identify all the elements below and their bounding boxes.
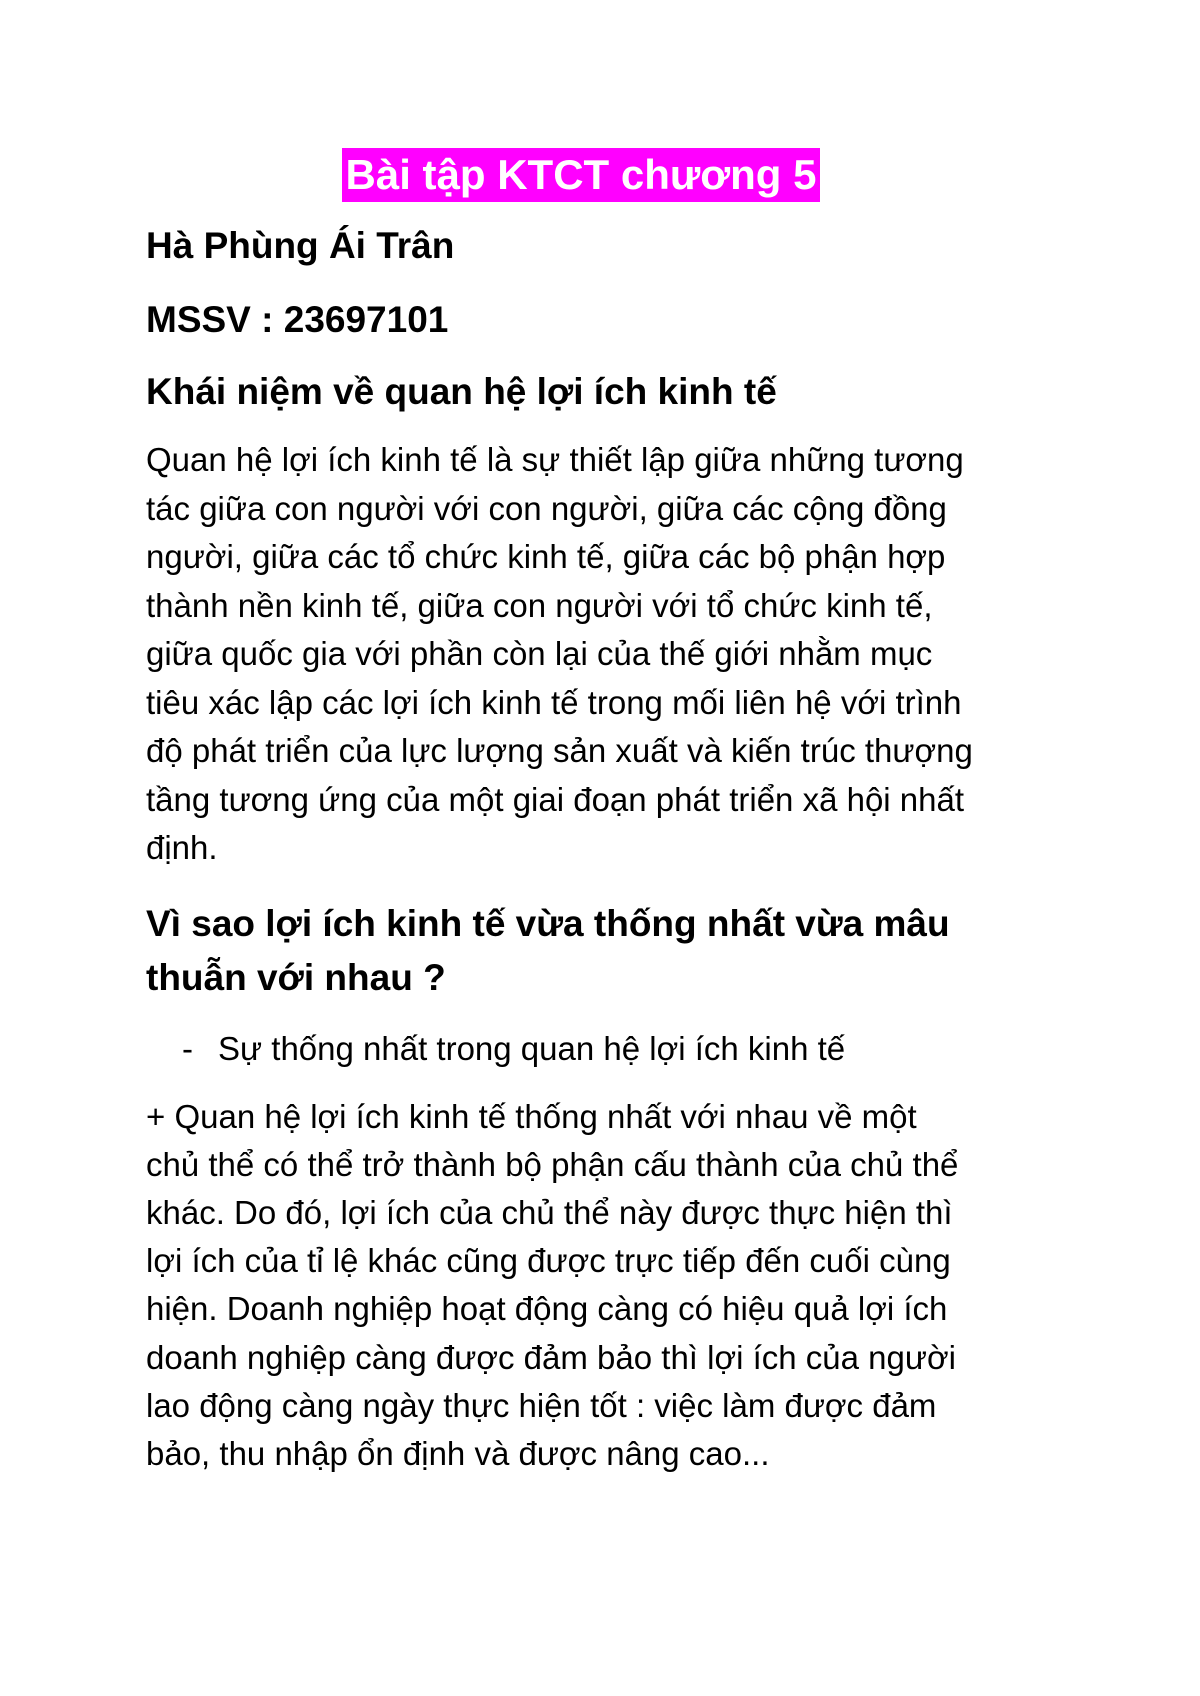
bullet-marker: - [182,1029,193,1067]
student-id: MSSV : 23697101 [146,299,449,340]
title-container [116,148,1046,204]
document-title: Bài tập KTCT chương 5 [342,148,821,202]
section1-paragraph: Quan hệ lợi ích kinh tế là sự thiết lập giữa những tương tác giữa con người với con người, giữa các cộng đồng người, giữa các tổ chức kinh tế, giữa các bộ phận hợp thành nền kinh tế, giữa con người với tổ chức kinh tế, giữa quốc gia với phần còn lại của thế giới nhằm mục tiêu xác lập các lợi ích kinh tế trong mối liên hệ với trình độ phát triển của lực lượng sản xuất và kiến trúc thượng tầng tương ứng của một giai đoạn phát triển xã hội nhất định. [146,441,973,866]
section2-heading: Vì sao lợi ích kinh tế vừa thống nhất vừa mâu thuẫn với nhau ? [146,902,950,998]
document-content [146,148,1076,1478]
section1-heading: Khái niệm về quan hệ lợi ích kinh tế [146,371,777,412]
bullet-text: Sự thống nhất trong quan hệ lợi ích kinh tế [218,1029,846,1067]
author-name: Hà Phùng Ái Trân [146,225,455,266]
bullet-item [146,1025,1076,1073]
section2-paragraph: + Quan hệ lợi ích kinh tế thống nhất với nhau về một chủ thể có thể trở thành bộ phận cấu thành của chủ thể khác. Do đó, lợi ích của chủ thể này được thực hiện thì lợi ích của tỉ lệ khác cũng được trực tiếp đến cuối cùng hiện. Doanh nghiệp hoạt động càng có hiệu quả lợi ích doanh nghiệp càng được đảm bảo thì lợi ích của người lao động càng ngày thực hiện tốt : việc làm được đảm bảo, thu nhập ổn định và được nâng cao... [146,1097,959,1472]
